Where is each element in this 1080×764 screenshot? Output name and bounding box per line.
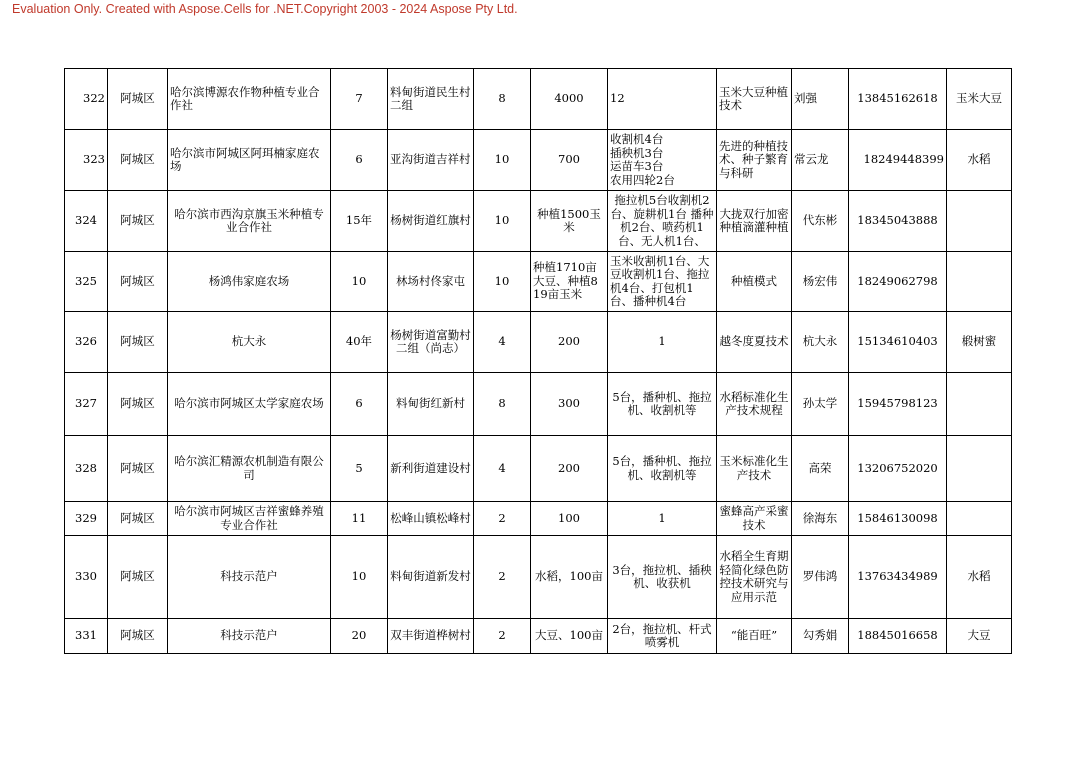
cell-contact-person: 徐海东 — [792, 502, 849, 536]
cell-years: 11 — [331, 502, 388, 536]
cell-phone: 18249062798 — [849, 252, 947, 312]
cell-address: 杨树街道富勤村二组（尚志） — [388, 312, 474, 373]
table-row — [65, 373, 1012, 436]
cell-index: 325 — [65, 252, 108, 312]
cell-technology: 大拢双行加密种植滴灌种植 — [717, 191, 792, 252]
cell-entity-name: 哈尔滨市阿城区太学家庭农场 — [168, 373, 331, 436]
cell-technology: 玉米大豆种植技术 — [717, 69, 792, 130]
cell-planting-scale: 水稻，100亩 — [531, 536, 608, 619]
cell-index: 328 — [65, 436, 108, 502]
cell-entity-name: 哈尔滨博源农作物种植专业合作社 — [168, 69, 331, 130]
cell-staff-count: 4 — [474, 436, 531, 502]
cell-planting-scale: 种植1710亩大豆、种植819亩玉米 — [531, 252, 608, 312]
cell-address: 双丰街道桦树村 — [388, 619, 474, 654]
cell-technology: 种植模式 — [717, 252, 792, 312]
cell-technology: 蜜蜂高产采蜜技术 — [717, 502, 792, 536]
cell-years: 10 — [331, 252, 388, 312]
cell-phone: 18845016658 — [849, 619, 947, 654]
cell-entity-name: 哈尔滨市西沟京旗玉米种植专业合作社 — [168, 191, 331, 252]
cell-technology: 先进的种植技术、种子繁育与科研 — [717, 130, 792, 191]
cell-machinery: 3台，拖拉机、插秧机、收获机 — [608, 536, 717, 619]
cell-address: 松峰山镇松峰村 — [388, 502, 474, 536]
cell-phone: 13763434989 — [849, 536, 947, 619]
cell-contact-person: 孙太学 — [792, 373, 849, 436]
cell-contact-person: 常云龙 — [792, 130, 849, 191]
cell-staff-count: 2 — [474, 536, 531, 619]
cell-years: 15年 — [331, 191, 388, 252]
cell-index: 326 — [65, 312, 108, 373]
cell-entity-name: 哈尔滨市阿城区吉祥蜜蜂养殖专业合作社 — [168, 502, 331, 536]
cell-product — [947, 191, 1012, 252]
cell-address: 料甸街道新发村 — [388, 536, 474, 619]
cell-contact-person: 罗伟鸿 — [792, 536, 849, 619]
cell-district: 阿城区 — [108, 130, 168, 191]
cell-staff-count: 10 — [474, 252, 531, 312]
cell-technology: “能百旺” — [717, 619, 792, 654]
cell-district: 阿城区 — [108, 502, 168, 536]
cell-machinery: 5台，播种机、拖拉机、收割机等 — [608, 436, 717, 502]
cell-planting-scale: 4000 — [531, 69, 608, 130]
cell-machinery: 收割机4台 插秧机3台 运苗车3台 农用四轮2台 — [608, 130, 717, 191]
cell-district: 阿城区 — [108, 69, 168, 130]
cell-years: 10 — [331, 536, 388, 619]
table-row — [65, 312, 1012, 373]
cell-staff-count: 2 — [474, 502, 531, 536]
cell-product: 玉米大豆 — [947, 69, 1012, 130]
data-table — [64, 68, 1012, 654]
table-row — [65, 191, 1012, 252]
cell-entity-name: 科技示范户 — [168, 536, 331, 619]
cell-entity-name: 哈尔滨市阿城区阿珥楠家庭农场 — [168, 130, 331, 191]
cell-machinery: 拖拉机5台收割机2台、旋耕机1台 播种机2台、喷药机1台、无人机1台、 — [608, 191, 717, 252]
cell-address: 新利街道建设村 — [388, 436, 474, 502]
cell-phone: 13845162618 — [849, 69, 947, 130]
cell-address: 林场村佟家屯 — [388, 252, 474, 312]
cell-machinery: 1 — [608, 502, 717, 536]
cell-address: 料甸街道民生村二组 — [388, 69, 474, 130]
cell-years: 7 — [331, 69, 388, 130]
cell-years: 5 — [331, 436, 388, 502]
cell-years: 40年 — [331, 312, 388, 373]
cell-product — [947, 436, 1012, 502]
cell-staff-count: 8 — [474, 69, 531, 130]
cell-machinery: 12 — [608, 69, 717, 130]
cell-phone: 18249448399 — [849, 130, 947, 191]
cell-staff-count: 4 — [474, 312, 531, 373]
table-row — [65, 536, 1012, 619]
cell-district: 阿城区 — [108, 619, 168, 654]
cell-planting-scale: 300 — [531, 373, 608, 436]
cell-product: 水稻 — [947, 536, 1012, 619]
cell-entity-name: 哈尔滨汇精源农机制造有限公司 — [168, 436, 331, 502]
cell-planting-scale: 大豆、100亩 — [531, 619, 608, 654]
cell-staff-count: 8 — [474, 373, 531, 436]
table-row — [65, 502, 1012, 536]
cell-phone: 15945798123 — [849, 373, 947, 436]
cell-years: 6 — [331, 373, 388, 436]
cell-index: 329 — [65, 502, 108, 536]
cell-technology: 水稻标准化生产技术规程 — [717, 373, 792, 436]
cell-staff-count: 10 — [474, 191, 531, 252]
cell-index: 327 — [65, 373, 108, 436]
table-row — [65, 619, 1012, 654]
table-row — [65, 130, 1012, 191]
cell-district: 阿城区 — [108, 191, 168, 252]
cell-technology: 越冬度夏技术 — [717, 312, 792, 373]
table-row — [65, 69, 1012, 130]
cell-machinery: 2台，拖拉机、杆式喷雾机 — [608, 619, 717, 654]
cell-technology: 玉米标准化生产技术 — [717, 436, 792, 502]
cell-address: 杨树街道红旗村 — [388, 191, 474, 252]
cell-technology: 水稻全生育期轻简化绿色防控技术研究与应用示范 — [717, 536, 792, 619]
cell-address: 料甸街红新村 — [388, 373, 474, 436]
cell-product: 椴树蜜 — [947, 312, 1012, 373]
cell-planting-scale: 700 — [531, 130, 608, 191]
cell-product: 水稻 — [947, 130, 1012, 191]
cell-index: 323 — [65, 130, 108, 191]
cell-district: 阿城区 — [108, 536, 168, 619]
cell-contact-person: 刘强 — [792, 69, 849, 130]
cell-entity-name: 杨鸿伟家庭农场 — [168, 252, 331, 312]
cell-district: 阿城区 — [108, 252, 168, 312]
cell-phone: 13206752020 — [849, 436, 947, 502]
cell-contact-person: 杨宏伟 — [792, 252, 849, 312]
cell-product: 大豆 — [947, 619, 1012, 654]
cell-contact-person: 勾秀娟 — [792, 619, 849, 654]
cell-planting-scale: 种植1500玉米 — [531, 191, 608, 252]
cell-staff-count: 2 — [474, 619, 531, 654]
cell-index: 324 — [65, 191, 108, 252]
cell-contact-person: 代东彬 — [792, 191, 849, 252]
cell-planting-scale: 200 — [531, 436, 608, 502]
cell-years: 6 — [331, 130, 388, 191]
cell-index: 330 — [65, 536, 108, 619]
cell-product — [947, 502, 1012, 536]
cell-district: 阿城区 — [108, 373, 168, 436]
cell-index: 322 — [65, 69, 108, 130]
table-row — [65, 252, 1012, 312]
table-row — [65, 436, 1012, 502]
cell-district: 阿城区 — [108, 436, 168, 502]
cell-product — [947, 373, 1012, 436]
cell-district: 阿城区 — [108, 312, 168, 373]
cell-planting-scale: 100 — [531, 502, 608, 536]
cell-address: 亚沟街道吉祥村 — [388, 130, 474, 191]
cell-staff-count: 10 — [474, 130, 531, 191]
cell-contact-person: 高荣 — [792, 436, 849, 502]
cell-machinery: 5台，播种机、拖拉机、收割机等 — [608, 373, 717, 436]
cell-machinery: 玉米收割机1台、大豆收割机1台、拖拉机4台、打包机1台、播种机4台 — [608, 252, 717, 312]
cell-entity-name: 科技示范户 — [168, 619, 331, 654]
cell-phone: 15134610403 — [849, 312, 947, 373]
cell-planting-scale: 200 — [531, 312, 608, 373]
evaluation-watermark: Evaluation Only. Created with Aspose.Cells for .NET.Copyright 2003 - 2024 Aspose Pty Ltd. — [12, 2, 518, 16]
cell-phone: 15846130098 — [849, 502, 947, 536]
cell-phone: 18345043888 — [849, 191, 947, 252]
cell-machinery: 1 — [608, 312, 717, 373]
cell-product — [947, 252, 1012, 312]
cell-years: 20 — [331, 619, 388, 654]
cell-entity-name: 杭大永 — [168, 312, 331, 373]
cell-index: 331 — [65, 619, 108, 654]
cell-contact-person: 杭大永 — [792, 312, 849, 373]
